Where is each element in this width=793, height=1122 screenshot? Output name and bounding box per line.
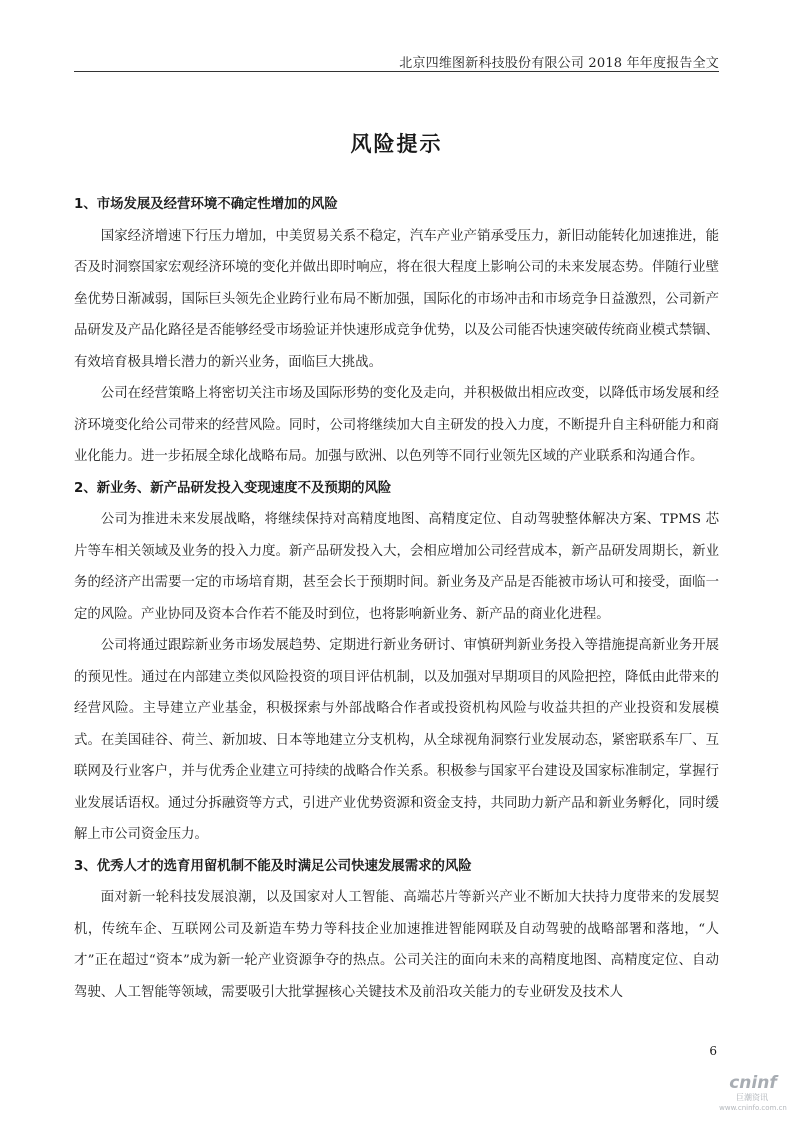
section-heading-2: 2、新业务、新产品研发投入变现速度不及预期的风险 [74,480,392,496]
section-1-paragraph-1: 国家经济增速下行压力增加，中美贸易关系不稳定，汽车产业产销承受压力，新旧动能转化加速推进，能否及时洞察国家宏观经济环境的变化并做出即时响应，将在很大程度上影响公司的未来发展态势。伴随行业壁垒优势日渐减弱，国际巨头领先企业跨行业布局不断加强，国际化的市场冲击和市场竞争日益激烈，公司新产品研发及产品化路径是否能够经受市场验证并快速形成竞争优势，以及公司能否快速突破传统商业模式禁锢、有效培育极具增长潜力的新兴业务，面临巨大挑战。 [74,228,719,370]
cninfo-watermark [716,1074,790,1113]
watermark-url: www.cninfo.com.cn [719,1104,787,1112]
section-2-paragraph-1: 公司为推进未来发展战略，将继续保持对高精度地图、高精度定位、自动驾驶整体解决方案、TPMS 芯片等车相关领域及业务的投入力度。新产品研发投入大，会相应增加公司经营成本，新产品研发周期长，新业务的经济产出需要一定的市场培育期，甚至会长于预期时间。新业务及产品是否能被市场认可和接受，面临一定的风险。产业协同及资本合作若不能及时到位，也将影响新业务、新产品的商业化进程。 [74,512,719,622]
section-heading-3: 3、优秀人才的选育用留机制不能及时满足公司快速发展需求的风险 [74,858,472,874]
header-divider [74,71,719,72]
document-body [74,189,719,1008]
watermark-cn-text: 巨潮资讯 [736,1093,768,1102]
watermark-logo: cninf [729,1073,777,1093]
section-1-paragraph-2: 公司在经营策略上将密切关注市场及国际形势的变化及走向，并积极做出相应改变，以降低市场发展和经济环境变化给公司带来的经营风险。同时，公司将继续加大自主研发的投入力度，不断提升自主科研能力和商业化能力。进一步拓展全球化战略布局。加强与欧洲、以色列等不同行业领先区域的产业联系和沟通合作。 [74,386,719,464]
page-title: 风险提示 [350,132,443,156]
page-header-text: 北京四维图新科技股份有限公司 2018 年年度报告全文 [399,56,719,71]
page-number: 6 [709,1044,717,1058]
section-2-paragraph-2: 公司将通过跟踪新业务市场发展趋势、定期进行新业务研讨、审慎研判新业务投入等措施提高新业务开展的预见性。通过在内部建立类似风险投资的项目评估机制，以及加强对早期项目的风险把控，降低由此带来的经营风险。主导建立产业基金，积极探索与外部战略合作者或投资机构风险与收益共担的产业投资和发展模式。在美国硅谷、荷兰、新加坡、日本等地建立分支机构，从全球视角洞察行业发展动态，紧密联系车厂、互联网及行业客户，并与优秀企业建立可持续的战略合作关系。积极参与国家平台建设及国家标准制定，掌握行业发展话语权。通过分拆融资等方式，引进产业优势资源和资金支持，共同助力新产品和新业务孵化，同时缓解上市公司资金压力。 [74,638,719,842]
section-3-paragraph-1: 面对新一轮科技发展浪潮，以及国家对人工智能、高端芯片等新兴产业不断加大扶持力度带来的发展契机，传统车企、互联网公司及新造车势力等科技企业加速推进智能网联及自动驾驶的战略部署和落地，“人才”正在超过“资本”成为新一轮产业资源争夺的热点。公司关注的面向未来的高精度地图、高精度定位、自动驾驶、人工智能等领域，需要吸引大批掌握核心关键技术及前沿攻关能力的专业研发及技术人 [74,890,719,1000]
section-heading-1: 1、市场发展及经营环境不确定性增加的风险 [74,197,338,212]
